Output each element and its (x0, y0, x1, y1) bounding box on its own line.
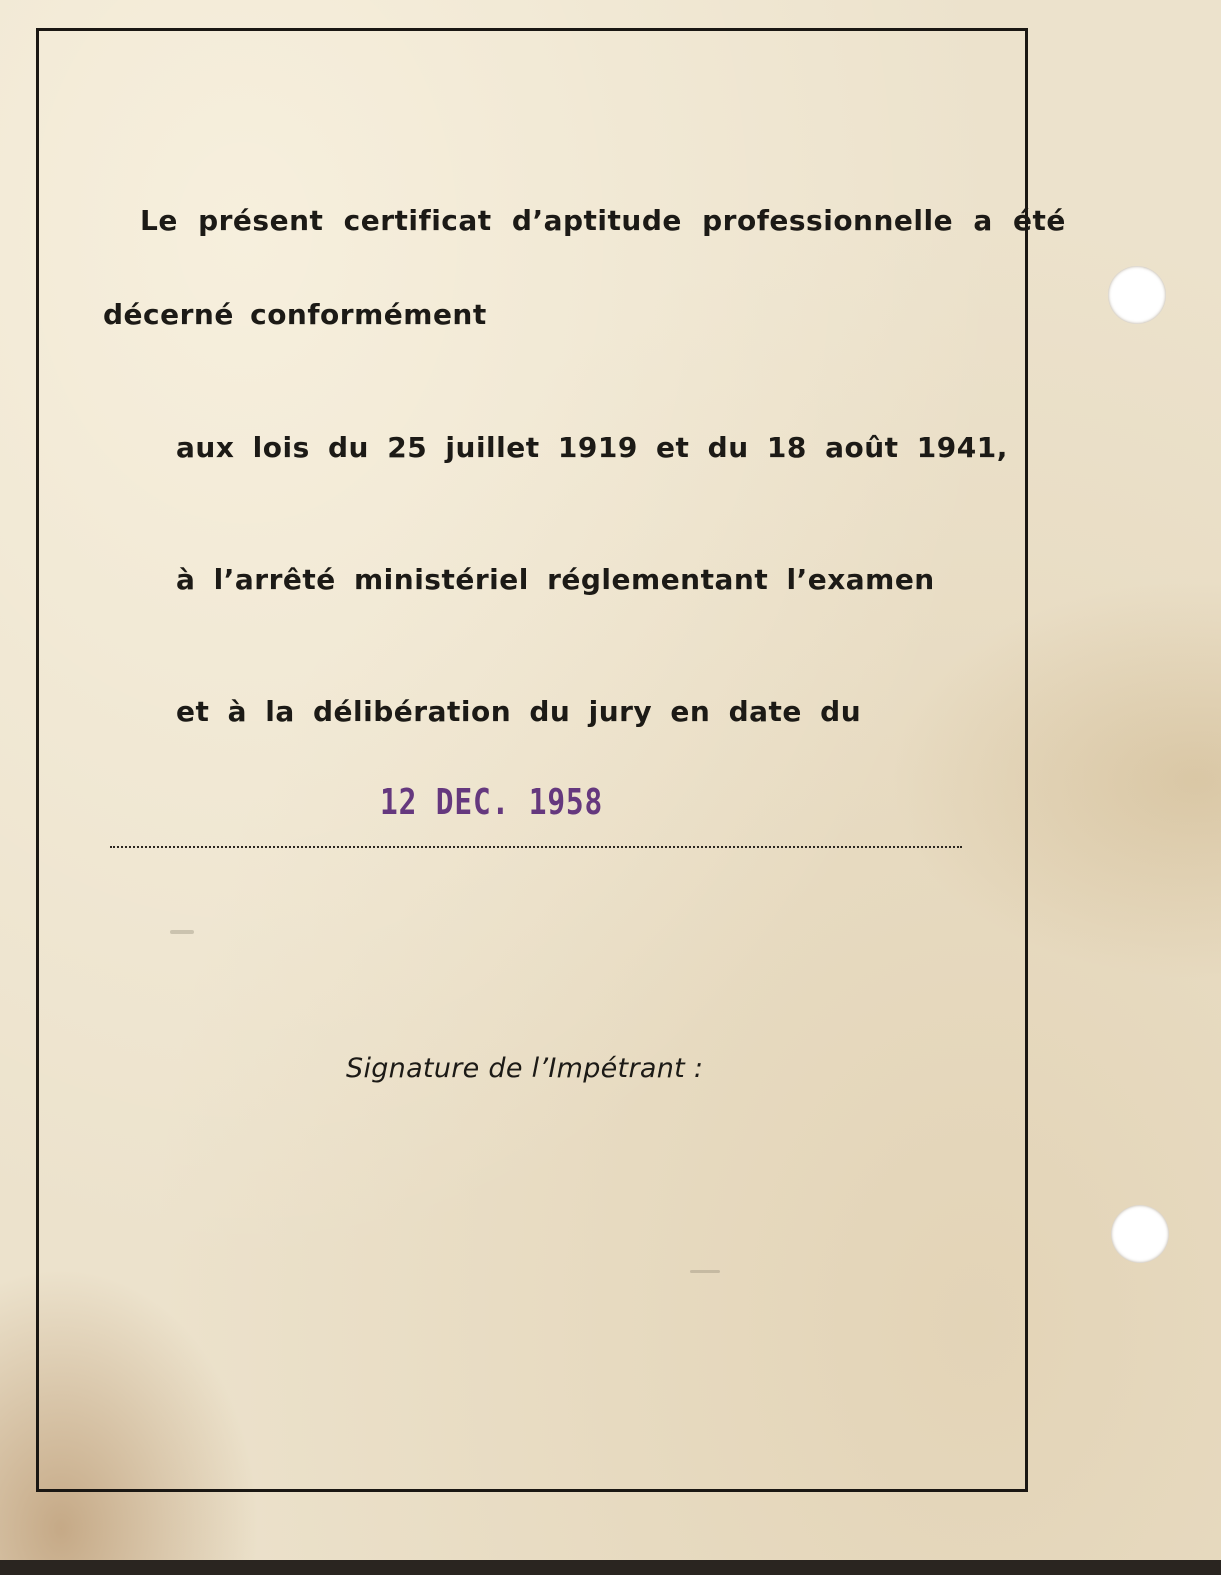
paper-mark (690, 1270, 720, 1273)
certificate-text-line-2: décerné conformément (103, 298, 487, 331)
paper-mark (170, 930, 194, 934)
certificate-text-line-4: à l’arrêté ministériel réglementant l’examen (176, 563, 935, 596)
dotted-separator (110, 846, 962, 848)
certificate-text-line-5: et à la délibération du jury en date du (176, 695, 862, 728)
punch-hole-bottom (1111, 1205, 1169, 1263)
certificate-text-line-1: Le présent certificat d’aptitude professionnelle a été (140, 204, 1066, 237)
certificate-text-line-3: aux lois du 25 juillet 1919 et du 18 août 1941, (176, 431, 1008, 464)
punch-hole-top (1108, 266, 1166, 324)
page-border-frame (36, 28, 1028, 1492)
signature-label: Signature de l’Impétrant : (346, 1053, 704, 1084)
date-stamp: 12 DEC. 1958 (380, 782, 604, 823)
